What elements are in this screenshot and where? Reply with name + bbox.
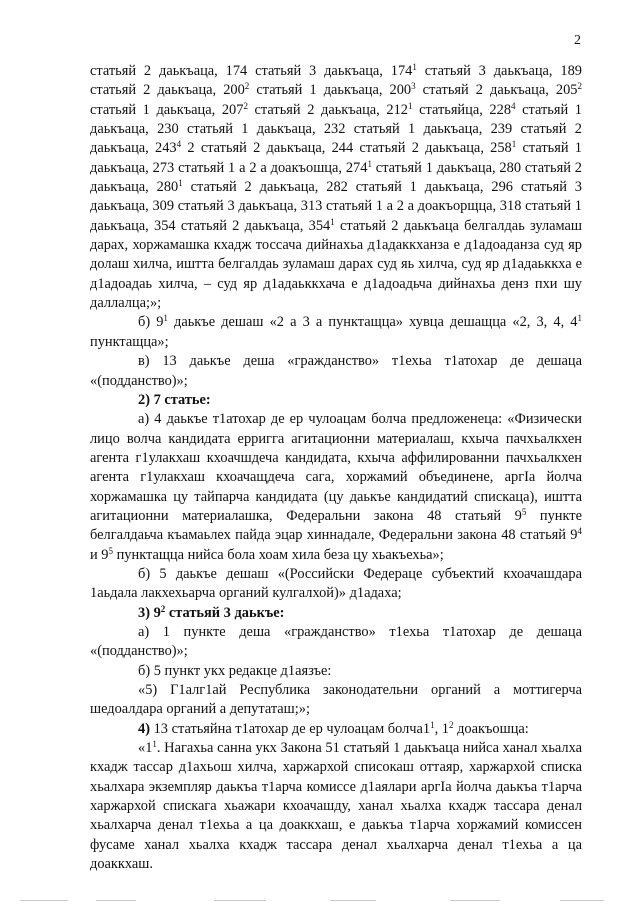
superscript: 1 (178, 178, 183, 189)
text-run: статьяй 3 даькъе: (165, 604, 285, 621)
superscript: 1 (577, 313, 582, 324)
text-run: а) 1 пункте деша «гражданство» т1ехьа т1атохар де дешаца «(подданство)»; (90, 623, 582, 660)
text-run: 2) 7 статье: (138, 391, 211, 408)
superscript: 1 (412, 62, 417, 72)
scan-edge-mark (214, 900, 266, 901)
superscript: 2 (449, 719, 454, 730)
text-run: 3) 9 (138, 604, 161, 621)
superscript: 2 (160, 603, 166, 614)
text-run: статьяй 2 даькъаца, 205 (415, 82, 578, 99)
scan-edge-mark (560, 900, 604, 901)
text-run: пункте белгалдаьча къамаьлех пайда эцар хиннадале, Федеральни закона 48 статьяй 9 (90, 507, 582, 544)
text-run: статьяй 1 даькъаца, 230 статьяй 1 даькъаца, 232 статьяй 1 даькъаца, 239 статьяй 2 даькъаца, 243 (90, 101, 582, 157)
text-run: 4) (138, 720, 150, 737)
text-run: статьяй 2 даькъаца, 212 (247, 101, 408, 118)
superscript: 3 (411, 81, 416, 92)
text-run: статьяй 1 даькъаца, 207 (90, 101, 244, 118)
text-run: б) 5 пункт укх редакце д1аязъе: (138, 662, 332, 679)
scan-edge-mark (20, 900, 68, 901)
document-body (90, 62, 582, 874)
paragraph-p12 (90, 739, 582, 874)
superscript: 1 (511, 139, 517, 150)
text-run: пунктащца нийса бола хоам хила беза цу хьакъехьа»; (113, 546, 444, 563)
superscript: 4 (577, 526, 582, 537)
page-number: 2 (574, 33, 581, 48)
superscript: 1 (367, 158, 372, 169)
text-run: а) 4 даькъе т1атохар де ер чулоацам болча предложенеца: «Физически лицо волча кандидата ерригга агитационни материалаш, кхыча пачхьалкхен агента г1улакхаш кхоачшдеча кандидата, кхыча аффилированни пачхьалкхен агента г1улакхаш кхоачащдеча сага, хоржамий объединене, аргIа йолча хоржамашка цу тайпарча кандидата (цу даькъе кандидатий спискаца), иштта агитационни материалашка, Федеральни закона 48 статьяй 9 (90, 411, 582, 524)
superscript: 1 (152, 739, 157, 750)
scan-edge-mark (96, 900, 136, 901)
text-run: даькъе дешаш «2 а 3 а пунктащца» хувца дешащца «2, 3, 4, 4 (167, 314, 578, 331)
text-run: статьяй 1 даькъаца, 280 статьяй 2 даькъаца, 280 (90, 159, 582, 196)
superscript: 1 (163, 313, 168, 324)
paragraph-p8 (90, 623, 582, 662)
text-run: статьяй 2 даькъаца, 282 статьяй 1 даькъаца, 296 статьяй 3 даькъаца, 309 статьяй 3 даькъаца, 313 статьяй 1 а 2 а доакъорщца, 318 статьяй 1 даькъаца, 354 статьяй 2 даькъаца, 354 (90, 179, 582, 234)
text-run: 13 статьяйна т1атохар де ер чулоацам болча1 (150, 720, 431, 737)
text-run: б) 9 (138, 314, 164, 331)
paragraph-p9 (90, 662, 582, 681)
superscript: 1 (330, 216, 335, 227)
text-run: статьяй 1 даькъаца, 200 (249, 82, 412, 99)
superscript: 2 (244, 81, 250, 92)
paragraph-p2 (90, 313, 582, 352)
text-run: пунктащца»; (90, 333, 169, 350)
text-run: «5) Г1алг1ай Республика законодательни органий а моттигерча шедоалдара органий а депутаташ;»; (90, 682, 582, 718)
text-run: б) 5 даькъе дешаш «(Российски Федераце субъектий кхоачашдара 1аьдала лакхехьарча органий кулгалхой)» д1адаха; (90, 565, 582, 602)
paragraph-p7 (90, 604, 582, 623)
text-run: статьяйца, 228 (412, 101, 512, 118)
text-run: «1 (138, 740, 153, 757)
text-run: и 9 (90, 546, 109, 563)
paragraph-p3 (90, 352, 582, 391)
paragraph-p10 (90, 681, 582, 720)
superscript: 5 (108, 545, 113, 556)
superscript: 5 (521, 506, 527, 517)
paragraph-p4 (90, 391, 582, 410)
text-run: статьяй 1 даькъаца, 273 статьяй 1 а 2 а доакъошца, 274 (90, 140, 582, 176)
superscript: 2 (577, 81, 582, 92)
superscript: 2 (243, 100, 248, 111)
paragraph-p5 (90, 410, 582, 565)
paragraph-p11 (90, 720, 582, 739)
text-run: доакъошца: (453, 720, 529, 737)
scan-edge-mark (330, 900, 376, 901)
superscript: 1 (407, 100, 413, 111)
text-run: . Нагахьа санна укх Закона 51 статьяй 1 даькъаца нийса ханал хьалха кхадж тассар д1ахьош хилча, харжархой списокаш оттаяр, харжархой списка хьалхара экземпляр даькъа т1арча комиссе д1аялари аргIа йолча даькъа т1арча харжархой спискага хьажари кхоачашду, ханал хьалха кхадж тассара денал хьалхарча денал т1ехьа а ца доаккхаш, е даькъа т1арча хоржамий комиссен фусаме ханал хьалха кхадж тассара денал хьалхарча денал т1ехьа а ца доаккхаш. (90, 740, 582, 873)
text-run: 2 статьяй 2 даькъаца, 244 статьяй 2 даькъаца, 258 (181, 140, 512, 157)
text-run: статьяй 2 даькъаца белгалдаь зуламаш дарах, хоржамашка кхадж тоссача дийнахьа д1адаккханза е д1адоаданза суд яр долаш хилча, иштта белгалдаь зуламаш дарах суд яь хилча, суд яр д1адаьккха е д1адоадаь хилча, – суд яр д1адаьккхача е д1адоадьча дийнахьа денз пхи шу даллалца;»; (90, 217, 583, 312)
paragraph-p1 (90, 62, 582, 313)
superscript: 1 (430, 719, 435, 730)
superscript: 4 (176, 139, 182, 150)
scan-edge-mark (450, 900, 500, 901)
text-run: , 1 (434, 720, 449, 737)
text-run: в) 13 даькъе деша «гражданство» т1ехьа т1атохар де дешаца «(подданство)»; (90, 353, 582, 389)
paragraph-p6 (90, 565, 582, 604)
text-run: статьяй 2 даькъаца, 174 статьяй 3 даькъаца, 174 (90, 63, 413, 79)
text-run: статьяй 3 даькъаца, 189 статьяй 2 даькъаца, 200 (90, 63, 582, 99)
superscript: 4 (511, 100, 516, 111)
